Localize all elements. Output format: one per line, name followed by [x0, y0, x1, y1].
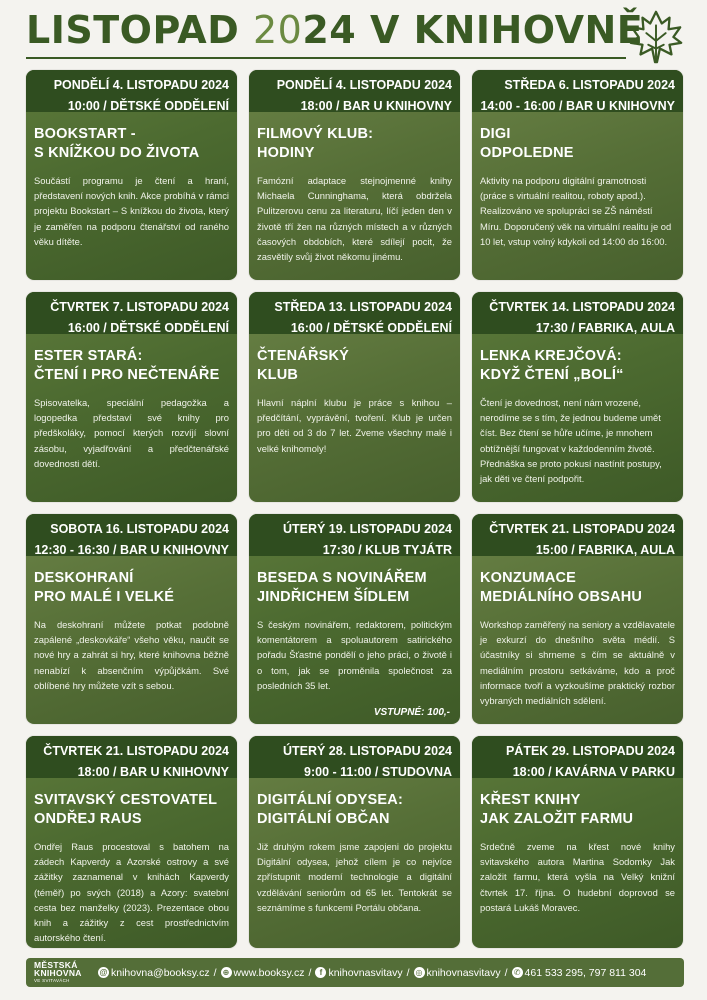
- event-title-line2: PRO MALÉ I VELKÉ: [34, 589, 175, 605]
- event-title: [26, 334, 237, 385]
- event-description: Famózní adaptace stejnojmenné knihy Michaela Cunninghama, která obdržela Pulitzerovu cenu za literaturu, líčí jeden den v životě tří žen na různých místech a v různých časových obdobích, které sdílejí pocit, že zasvětily svůj život někomu jinému.: [257, 175, 452, 263]
- event-description: Srdečně zveme na křest nové knihy svitavského autora Martina Sodomky Jak založit farmu, která vyšla na Velký knižní čtvrtek 17. října. O hudební doprovod se postará Lukáš Moravec.: [480, 841, 675, 913]
- event-card: [26, 70, 237, 280]
- event-header: [472, 292, 683, 334]
- event-card: [249, 514, 460, 724]
- event-title-line1: SVITAVSKÝ CESTOVATEL: [34, 792, 218, 808]
- event-time-place: 12:30 - 16:30 / BAR U KNIHOVNY: [34, 543, 229, 557]
- event-title: [472, 334, 683, 385]
- event-title: [249, 778, 460, 829]
- event-card: [26, 292, 237, 502]
- event-title-line1: DIGITÁLNÍ ODYSEA:: [257, 792, 403, 808]
- event-date: STŘEDA 6. LISTOPADU 2024: [504, 78, 675, 92]
- event-title-line2: MEDIÁLNÍHO OBSAHU: [480, 589, 643, 605]
- event-time-place: 14:00 - 16:00 / BAR U KNIHOVNY: [480, 99, 675, 113]
- event-title: [249, 334, 460, 385]
- footer-separator: /: [213, 966, 217, 979]
- event-title-line1: DESKOHRANÍ: [34, 570, 134, 586]
- event-card: [472, 292, 683, 502]
- event-description: Čtení je dovednost, není nám vrozené, nerodíme se s tím, že jednou budeme umět číst. Bez čtení se hůře učíme, je mnohem obtížnější fungovat v každodenním životě. Přednáška se proto pokusí nastínit postupy, jak děti ve čtení podpořit.: [480, 397, 662, 485]
- event-header: [26, 736, 237, 778]
- event-header: [472, 514, 683, 556]
- title-year-b: 24: [302, 8, 357, 52]
- event-card: [249, 736, 460, 948]
- footer-instagram[interactable]: [414, 967, 501, 979]
- event-description: Na deskohraní můžete potkat podobně zapálené „deskovkáře“ všeho věku, naučit se nové hry a zahrát si hry, které knihovna běžně nenabízí k absenčním výpůjčkám. Své oblíbené hry můžete vzít s sebou.: [34, 619, 229, 691]
- event-description: Aktivity na podporu digitální gramotnosti (práce s virtuální realitou, roboty apod.). Realizováno ve spolupráci se ZŠ náměstí Míru. Doporučený věk na virtuální realitu je od 10 let, vstup volný kdykoli od 14:00 do 16:00.: [480, 175, 672, 247]
- event-date: PONDĚLÍ 4. LISTOPADU 2024: [53, 78, 229, 92]
- event-description: Hlavní náplní klubu je práce s knihou – předčítání, vyprávění, tvoření. Klub je určen pro děti od 3 do 7 let. Zveme všechny malé i velké knihomoly!: [257, 397, 452, 454]
- event-title-line2: JINDŘICHEM ŠÍDLEM: [257, 589, 410, 605]
- facebook-text[interactable]: knihovnasvitavy: [328, 966, 403, 979]
- event-date: SOBOTA 16. LISTOPADU 2024: [50, 522, 229, 536]
- event-title: [249, 112, 460, 163]
- event-title: [26, 556, 237, 607]
- title-year-a: 20: [253, 8, 303, 52]
- event-date: ČTVRTEK 7. LISTOPADU 2024: [50, 300, 229, 314]
- footer-facebook[interactable]: [315, 967, 402, 979]
- event-description: Již druhým rokem jsme zapojeni do projektu Digitální odysea, jehož cílem je co nejvíce zpřístupnit moderní technologie a digitální vzdělávání seniorům od 65 let. Tentokrát se seznámíme s funkcemi Portálu občana.: [257, 841, 452, 913]
- event-title-line2: ODPOLEDNE: [480, 145, 574, 161]
- event-header: [26, 514, 237, 556]
- event-header: [249, 514, 460, 556]
- event-header: [472, 70, 683, 112]
- event-title: [472, 556, 683, 607]
- event-time-place: 18:00 / BAR U KNIHOVNY: [300, 99, 452, 113]
- instagram-icon: ◎: [414, 967, 425, 978]
- footer-web[interactable]: [221, 967, 305, 979]
- phone-text[interactable]: 461 533 295, 797 811 304: [524, 966, 647, 979]
- event-title-line2: ONDŘEJ RAUS: [34, 811, 142, 827]
- event-time-place: 9:00 - 11:00 / STUDOVNA: [304, 765, 452, 779]
- footer: [26, 958, 684, 987]
- event-time-place: 18:00 / KAVÁRNA V PARKU: [512, 765, 675, 779]
- event-title-line1: ČTENÁŘSKÝ: [257, 348, 350, 364]
- event-header: [26, 70, 237, 112]
- event-title: [26, 112, 237, 163]
- event-price: VSTUPNÉ: 100,-: [373, 707, 450, 718]
- event-date: PÁTEK 29. LISTOPADU 2024: [505, 744, 675, 758]
- event-header: [249, 736, 460, 778]
- header: [0, 0, 707, 66]
- event-title-line2: ČTENÍ I PRO NEČTENÁŘE: [34, 367, 220, 383]
- event-title-line2: KLUB: [257, 367, 299, 383]
- title-suffix: V KNIHOVNĚ: [356, 8, 644, 52]
- events-grid: [26, 70, 684, 950]
- globe-icon: ⊕: [221, 967, 232, 978]
- event-card: [472, 736, 683, 948]
- event-time-place: 10:00 / DĚTSKÉ ODDĚLENÍ: [67, 99, 229, 113]
- event-title-line1: KŘEST KNIHY: [480, 792, 581, 808]
- event-date: STŘEDA 13. LISTOPADU 2024: [274, 300, 452, 314]
- event-card: [472, 70, 683, 280]
- event-date: ÚTERÝ 28. LISTOPADU 2024: [282, 744, 452, 758]
- leaf-icon: [627, 8, 685, 66]
- event-title-line2: HODINY: [257, 145, 315, 161]
- event-title-line2: DIGITÁLNÍ OBČAN: [257, 811, 390, 827]
- event-title: [472, 778, 683, 829]
- event-title-line1: KONZUMACE: [480, 570, 577, 586]
- event-description: S českým novinářem, redaktorem, politickým komentátorem a spoluautorem satirického pořadu Šťastné pondělí o jeho práci, o životě i o tom, jak se proměnila společnost za posledních 35 let.: [257, 619, 452, 691]
- event-title: [26, 778, 237, 829]
- event-card: [26, 514, 237, 724]
- event-title-line1: ESTER STARÁ:: [34, 348, 143, 364]
- event-title: [249, 556, 460, 607]
- event-title-line2: S KNÍŽKOU DO ŽIVOTA: [34, 145, 200, 161]
- event-time-place: 17:30 / KLUB TYJÁTR: [322, 543, 452, 557]
- event-time-place: 16:00 / DĚTSKÉ ODDĚLENÍ: [290, 321, 452, 335]
- event-title-line1: FILMOVÝ KLUB:: [257, 126, 374, 142]
- event-date: PONDĚLÍ 4. LISTOPADU 2024: [276, 78, 452, 92]
- event-date: ČTVRTEK 14. LISTOPADU 2024: [489, 300, 675, 314]
- event-title-line2: JAK ZALOŽIT FARMU: [480, 811, 634, 827]
- event-date: ÚTERÝ 19. LISTOPADU 2024: [282, 522, 452, 536]
- logo-line3: VE SVITAVÁCH: [34, 977, 70, 983]
- library-logo: [26, 961, 98, 985]
- logo-line1: MĚSTSKÁ: [34, 959, 78, 970]
- event-time-place: 18:00 / BAR U KNIHOVNY: [77, 765, 229, 779]
- email-icon: @: [99, 968, 108, 977]
- instagram-text[interactable]: knihovnasvitavy: [426, 966, 501, 979]
- event-header: [249, 292, 460, 334]
- footer-separator: /: [406, 966, 410, 979]
- event-description: Ondřej Raus procestoval s batohem na zádech Kapverdy a Azorské ostrovy a své zážitky zaznamenal v knihách Kapverdy (téměř) po svých (2018) a Azory: svatební cesta bez manželky (2023). Prezentace obou knih a zážitky z cest prostřednictvím autorského čtení.: [34, 841, 229, 944]
- event-description: Spisovatelka, speciální pedagožka a logopedka představí své knihy pro předškoláky, pomocí kterých rozvíjí slovní zásobu, vyjadřování a předčtenářské dovednosti dětí.: [34, 397, 229, 469]
- event-card: [26, 736, 237, 948]
- event-header: [472, 736, 683, 778]
- event-date: ČTVRTEK 21. LISTOPADU 2024: [43, 744, 229, 758]
- event-title-line2: KDYŽ ČTENÍ „BOLÍ“: [480, 367, 624, 383]
- email-text[interactable]: knihovna@booksy.cz: [111, 966, 210, 979]
- page-title: [26, 8, 643, 52]
- event-title-line1: DIGI: [480, 126, 511, 142]
- event-header: [26, 292, 237, 334]
- footer-separator: /: [504, 966, 508, 979]
- footer-separator: /: [308, 966, 312, 979]
- footer-phone[interactable]: [512, 967, 647, 979]
- event-description: Součástí programu je čtení a hraní, představení nových knih. Akce probíhá v rámci projektu Bookstart – S knížkou do života, který je zaměřen na podporu čtenářství od raného věku dítěte.: [34, 175, 229, 247]
- event-description: Workshop zaměřený na seniory a vzdělavatele je exkurzí do dnešního světa médií. S účastníky si shrneme s čím se aktuálně v mediálním prostoru setkáváme, kdo a proč informace tvoří a vyzkoušíme praktický rozbor vybraných mediálních sdělení.: [480, 619, 675, 707]
- logo-line2: KNIHOVNA: [34, 967, 82, 978]
- event-title-line1: BESEDA S NOVINÁŘEM: [257, 570, 427, 586]
- footer-email[interactable]: [98, 967, 210, 979]
- event-time-place: 17:30 / FABRIKA, AULA: [535, 321, 675, 335]
- event-time-place: 15:00 / FABRIKA, AULA: [535, 543, 675, 557]
- phone-icon: ✆: [512, 967, 523, 978]
- event-title-line1: BOOKSTART -: [34, 126, 136, 142]
- event-card: [472, 514, 683, 724]
- event-date: ČTVRTEK 21. LISTOPADU 2024: [489, 522, 675, 536]
- event-card: [249, 70, 460, 280]
- event-time-place: 16:00 / DĚTSKÉ ODDĚLENÍ: [67, 321, 229, 335]
- event-header: [249, 70, 460, 112]
- web-text[interactable]: www.booksy.cz: [233, 966, 305, 979]
- title-month: LISTOPAD: [26, 8, 253, 52]
- title-rule: [26, 57, 626, 59]
- facebook-icon: f: [315, 967, 326, 978]
- event-title: [472, 112, 683, 163]
- event-title-line1: LENKA KREJČOVÁ:: [480, 348, 622, 364]
- event-card: [249, 292, 460, 502]
